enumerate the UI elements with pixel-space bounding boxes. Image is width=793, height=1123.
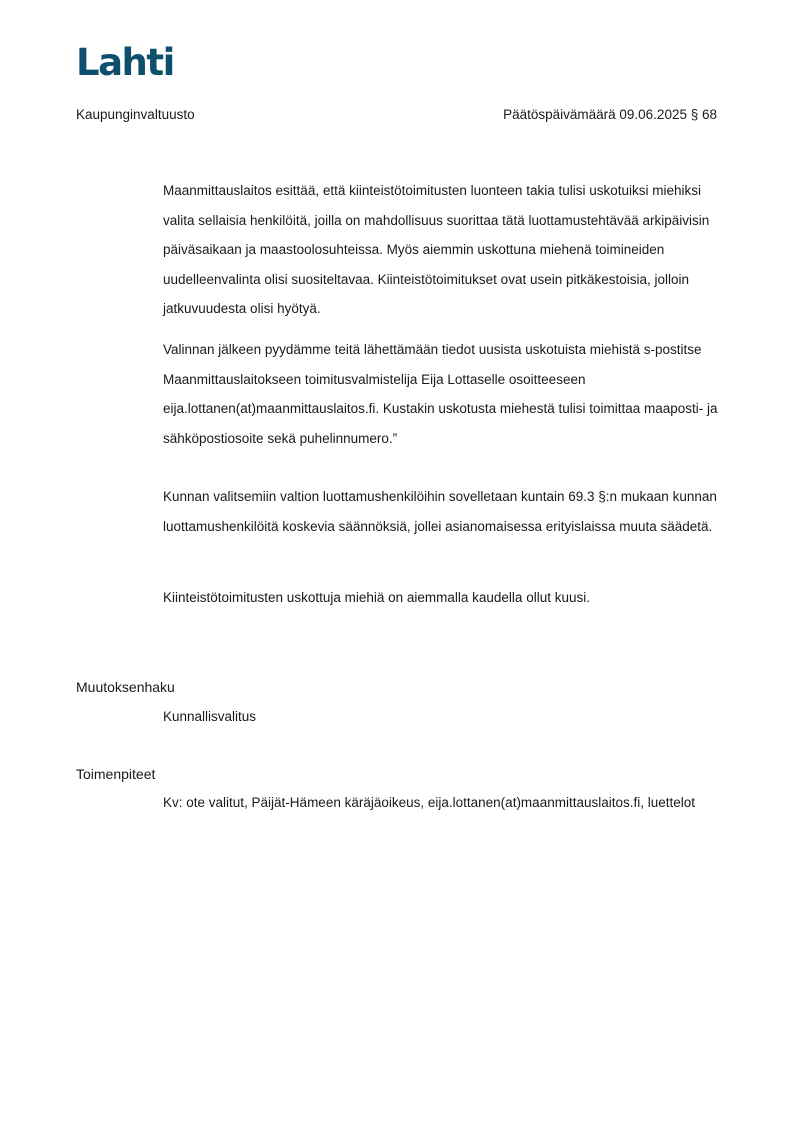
actions-text: Kv: ote valitut, Päijät-Hämeen käräjäoikeus, eija.lottanen(at)maanmittauslaitos.fi, luettelot bbox=[163, 795, 696, 810]
paragraph-3: Kunnan valitsemiin valtion luottamushenkilöihin sovelletaan kuntain 69.3 §:n mukaan kunnan luottamushenkilöitä koskevia säännöksiä, jollei asianomaisessa erityislaissa muuta säädetä. bbox=[163, 489, 717, 534]
actions-heading: Toimenpiteet bbox=[76, 766, 156, 782]
paragraph-2: Valinnan jälkeen pyydämme teitä lähettämään tiedot uusista uskotuista miehistä s-postitse Maanmittauslaitokseen toimitusvalmistelija Eija Lottaselle osoitteeseen eija.lottanen(at)maanmittauslaitos.fi. Kustakin uskotusta miehestä tulisi toimittaa maaposti- ja sähköpostiosoite sekä puhelinnumero.” bbox=[163, 342, 718, 446]
lahti-logo: Lahti bbox=[76, 41, 174, 84]
appeal-text: Kunnallisvalitus bbox=[163, 709, 257, 724]
paragraph-4: Kiinteistötoimitusten uskottuja miehiä on aiemmalla kaudella ollut kuusi. bbox=[163, 590, 590, 605]
organ-name: Kaupunginvaltuusto bbox=[76, 107, 195, 122]
appeal-heading: Muutoksenhaku bbox=[76, 679, 175, 695]
decision-date-and-section: Päätöspäivämäärä 09.06.2025 § 68 bbox=[503, 107, 717, 122]
paragraph-1: Maanmittauslaitos esittää, että kiinteistötoimitusten luonteen takia tulisi uskotuiksi miehiksi valita sellaisia henkilöitä, joilla on mahdollisuus suorittaa tätä luottamustehtävää arkipäivisin päiväsaikaan ja maastoolosuhteissa. Myös aiemmin uskottuna miehenä toimineiden uudelleenvalinta olisi suositeltavaa. Kiinteistötoimitukset ovat usein pitkäkestoisia, jolloin jatkuvuudesta olisi hyötyä. bbox=[163, 183, 710, 316]
